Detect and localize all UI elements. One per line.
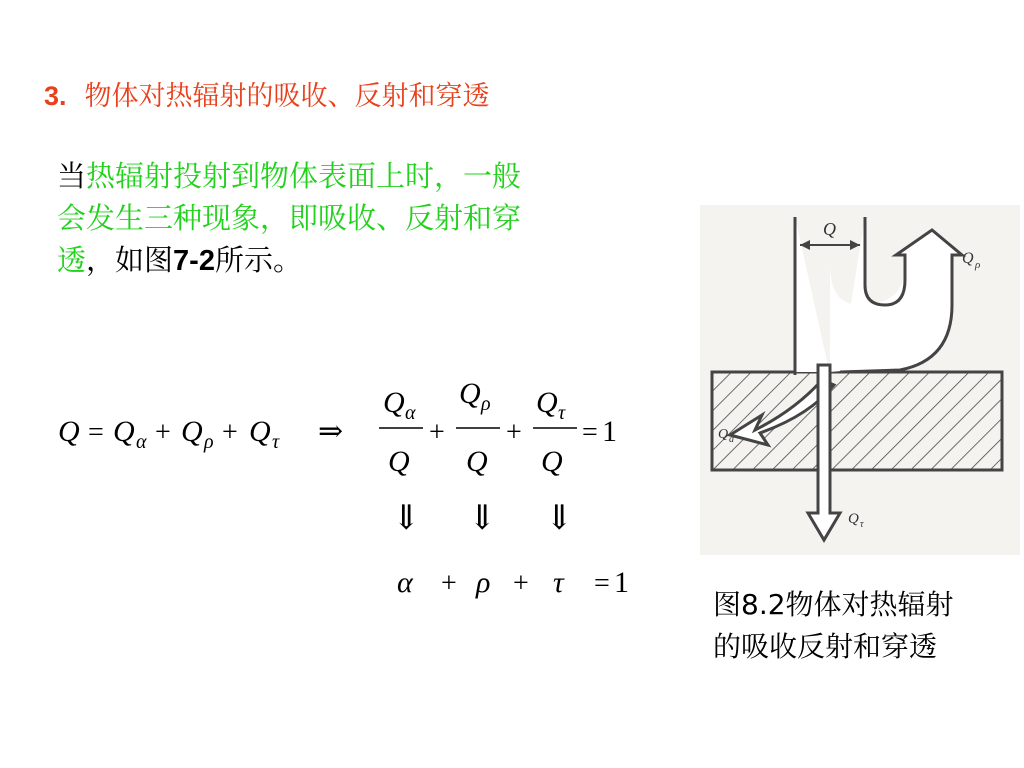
down-arrow-2: ⇓ — [468, 500, 497, 537]
label-q-tau: Q — [848, 511, 859, 527]
section-number: 3. — [44, 81, 67, 111]
figure-reference: 7-2 — [173, 245, 215, 277]
caption-line-1: 图8.2物体对热辐射 — [713, 588, 954, 621]
eq-equals: = — [88, 417, 104, 448]
eq-sub-tau: τ — [272, 431, 280, 453]
label-q-alpha: Q — [718, 427, 729, 442]
frac2-den: Q — [466, 445, 488, 478]
frac3-num-q: Q — [536, 386, 558, 419]
highlight-text-2: 会发生三种现象，即吸收、反射和穿 — [57, 201, 522, 235]
rho-symbol: ρ — [476, 566, 491, 599]
eq-q-alpha: Q — [113, 415, 135, 448]
down-arrow-3: ⇓ — [545, 500, 574, 537]
label-q-tau-sub: τ — [860, 519, 864, 530]
eq-lhs-q: Q — [58, 415, 80, 448]
frac1-num-q: Q — [383, 386, 405, 419]
eq-sub-rho: ρ — [204, 431, 214, 453]
frac2-num-sub: ρ — [481, 393, 491, 415]
implies-arrow: ⇒ — [318, 415, 344, 448]
label-q-rho: Q — [962, 250, 974, 267]
greek-plus-2: + — [513, 568, 529, 599]
label-q: Q — [823, 219, 836, 239]
frac-plus-2: + — [506, 417, 522, 448]
greek-equals: = — [594, 568, 610, 599]
caption-line-2: 的吸收反射和穿透 — [713, 630, 938, 663]
frac1-den: Q — [388, 445, 410, 478]
eq-plus-1: + — [155, 417, 171, 448]
figure-caption — [713, 584, 954, 668]
greek-plus-1: + — [441, 568, 457, 599]
eq-sub-alpha: α — [136, 431, 147, 453]
label-q-alpha-sub: a — [729, 434, 734, 445]
frac3-num-sub: τ — [558, 402, 566, 424]
frac-plus-1: + — [429, 417, 445, 448]
section-title: 物体对热辐射的吸收、反射和穿透 — [84, 81, 490, 112]
frac1-num-sub: α — [405, 402, 416, 424]
paragraph-text-2: ，如图 — [86, 243, 174, 277]
frac3-den: Q — [541, 445, 563, 478]
greek-one: 1 — [614, 566, 629, 599]
label-q-rho-sub: ρ — [975, 259, 981, 271]
eq-plus-2: + — [222, 417, 238, 448]
down-arrow-1: ⇓ — [392, 500, 421, 537]
highlight-text-1: 热辐射投射到物体表面上时，一般 — [86, 159, 522, 193]
eq-q-tau: Q — [249, 415, 271, 448]
frac2-num-q: Q — [459, 377, 481, 410]
alpha-symbol: α — [397, 566, 413, 599]
frac-equals: = — [582, 417, 598, 448]
highlight-text-3: 透 — [57, 243, 87, 277]
paragraph-prefix: 当 — [57, 159, 87, 193]
paragraph-text-3: 所示。 — [214, 243, 302, 277]
frac-one: 1 — [602, 415, 617, 448]
tau-symbol: τ — [553, 566, 564, 599]
eq-q-rho: Q — [181, 415, 203, 448]
radiation-diagram — [700, 205, 1020, 555]
